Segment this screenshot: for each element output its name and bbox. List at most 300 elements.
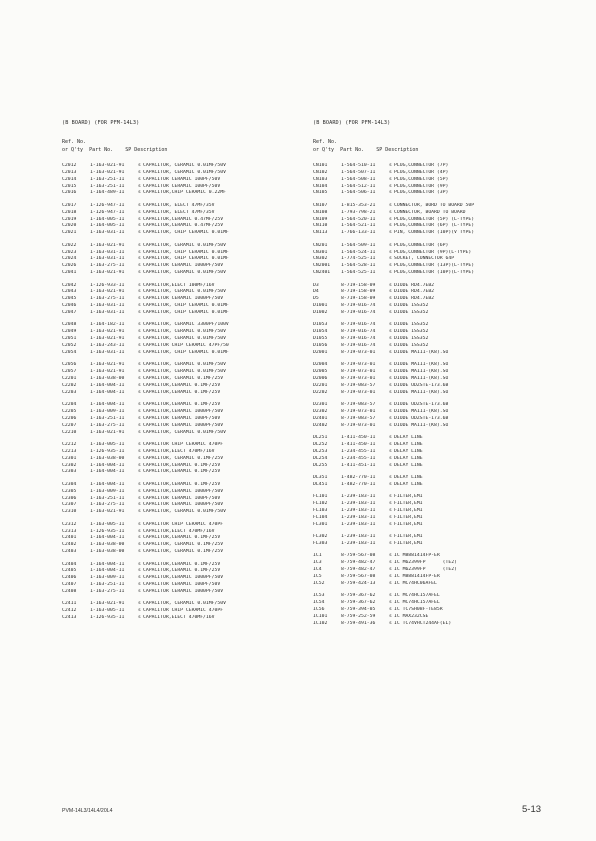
table-row — [313, 416, 448, 423]
sp-code: s — [138, 442, 141, 447]
sp-code: s — [138, 502, 141, 508]
ref-no: DL451 — [313, 481, 328, 487]
table-row — [62, 601, 226, 608]
sp-code: s — [138, 362, 141, 368]
ref-no: CN2001 — [313, 263, 331, 269]
description: CAPACITOR, ELECT 47MF/35V — [143, 202, 215, 208]
sp-code: s — [138, 202, 141, 208]
table-row — [62, 170, 226, 177]
part-no: 1-774-525-11 — [341, 256, 376, 262]
part-no: 1-163-005-11 — [90, 442, 125, 447]
description: CAPACITOR, CERAMIC 0.01MF/50V — [143, 369, 226, 375]
description: SOCKET, CONNECTOR 64P — [394, 256, 455, 262]
ref-no: C2057 — [62, 369, 77, 375]
part-no: 1-163-009-11 — [90, 575, 125, 581]
part-no: 8-719-016-74 — [341, 329, 376, 335]
part-no: 8-719-016-74 — [341, 303, 376, 309]
sp-code: s — [138, 190, 141, 196]
part-no: 8-719-073-01 — [341, 389, 376, 395]
table-row — [313, 250, 471, 257]
table-row — [62, 217, 223, 224]
ref-no: CN104 — [313, 183, 328, 189]
description: DIODE 1SS352 — [394, 329, 429, 335]
ref-no: CN102 — [313, 169, 328, 175]
description: CAPACITOR, CHIP CERAMIC 0.01MF — [143, 249, 229, 255]
description: DELAY LINE — [394, 448, 423, 454]
ref-no: C2052 — [62, 343, 77, 348]
sp-code: s — [138, 582, 141, 588]
ref-no: D1002 — [313, 310, 328, 315]
description: DIODE MA111-(K8).SO — [394, 389, 449, 395]
table-row — [313, 243, 448, 250]
sp-code: s — [389, 249, 392, 255]
sp-code: s — [138, 230, 141, 236]
description: CONNECTOR, BORD TO BOARD 50P — [394, 202, 475, 208]
sp-code: s — [138, 163, 141, 168]
ref-no: FL303 — [313, 541, 328, 546]
table-row — [62, 496, 220, 503]
table-row — [62, 303, 229, 310]
table-row — [313, 190, 448, 197]
description: CAPACITOR, CERAMIC 0.1MF/25V — [143, 542, 224, 548]
description: CAPACITOR, CERAMIC 0.01MF/50V — [143, 169, 226, 175]
part-no: 1-163-009-11 — [90, 488, 125, 494]
description: CAPACITOR, CHIP CERAMIC 0.01MF — [143, 349, 229, 355]
part-no: 1-163-021-91 — [90, 336, 125, 342]
table-row — [62, 608, 223, 615]
part-no: 8-719-083-57 — [341, 382, 376, 388]
table-row — [62, 430, 226, 437]
part-no: 1-163-038-00 — [90, 455, 125, 461]
sp-code: s — [138, 263, 141, 269]
table-row — [62, 529, 215, 536]
ref-no: C2205 — [62, 409, 77, 414]
table-row — [62, 177, 220, 184]
sp-code: s — [389, 263, 392, 269]
sp-code: s — [389, 607, 392, 612]
ref-no: FL302 — [313, 534, 328, 540]
description: DELAY LINE — [394, 435, 423, 441]
ref-no: CN103 — [313, 176, 328, 182]
ref-no: IC4 — [313, 567, 322, 573]
ref-no: D5 — [313, 296, 319, 302]
part-no: 8-719-073-01 — [341, 362, 376, 368]
sp-code: s — [389, 521, 392, 527]
sp-code: s — [138, 310, 141, 315]
ref-no: C2402 — [62, 542, 77, 548]
sp-code: s — [389, 514, 392, 520]
part-no: 1-564-506-11 — [341, 190, 376, 196]
sp-code: s — [389, 310, 392, 315]
table-row — [313, 289, 434, 296]
description: CAPACITOR,ELECT 470MF/16V — [143, 448, 215, 454]
ref-no: C2026 — [62, 263, 77, 269]
part-no: 1-411-450-11 — [341, 442, 376, 447]
sp-code: s — [389, 343, 392, 348]
page-number: 5-13 — [522, 804, 542, 815]
description: CAPACITOR, CERAMIC 0.01MF/50V — [143, 329, 226, 335]
ref-no: C2413 — [62, 615, 77, 621]
sp-code: s — [389, 163, 392, 168]
part-no: 1-163-251-11 — [90, 183, 125, 189]
ref-no: CN109 — [313, 216, 328, 222]
table-row — [313, 614, 428, 621]
description: PLUG,CONNECTOR (10P)(L-TYPE) — [394, 270, 475, 276]
description: CAPACITOR CERAMIC 100PF/50V — [143, 495, 221, 501]
ref-no: D2402 — [313, 422, 328, 428]
ref-no: IC101 — [313, 613, 328, 619]
description: CAPACITOR, CERAMIC 0.01MF/50V — [143, 163, 226, 168]
table-row — [313, 449, 423, 456]
table-row — [62, 489, 223, 496]
part-no: 1-163-275-11 — [90, 422, 125, 428]
table-row — [313, 553, 440, 560]
description: CAPACITOR CERAMIC 100PF/50V — [143, 183, 221, 189]
ref-no: C2312 — [62, 521, 77, 527]
table-row — [313, 508, 423, 515]
ref-no: C2046 — [62, 303, 77, 309]
description: CAPACITOR,CERAMIC 1000PF/50V — [143, 575, 224, 581]
sp-code: s — [389, 349, 392, 355]
sp-code: s — [389, 242, 392, 248]
description: CAPACITOR, CHIP CERAMIC 0.01MF — [143, 303, 229, 309]
description: CAPACITOR CERAMIC 100PF/50V — [143, 415, 221, 421]
right-header-line1: Ref. No. — [313, 139, 338, 145]
sp-code: s — [138, 455, 141, 461]
table-row — [62, 210, 215, 217]
table-row — [313, 607, 443, 614]
ref-no: C2407 — [62, 582, 77, 588]
description: IC TC7SH08F-TE85R — [394, 607, 443, 612]
part-no: 8-719-158-09 — [341, 282, 376, 288]
ref-no: D2202 — [313, 389, 328, 395]
part-no: 1-482-770-11 — [341, 481, 376, 487]
ref-no: D2004 — [313, 362, 328, 368]
table-row — [313, 270, 474, 277]
table-row — [313, 369, 448, 376]
table-row — [62, 615, 215, 622]
part-no: 1-411-450-11 — [341, 435, 376, 441]
description: CAPACITOR, CERAMIC 0.01MF/50V — [143, 336, 226, 342]
ref-no: C2203 — [62, 389, 77, 395]
table-row — [313, 223, 474, 230]
table-row — [313, 522, 423, 529]
sp-code: s — [389, 376, 392, 381]
part-no: 1-163-031-11 — [90, 349, 125, 355]
table-row — [313, 435, 423, 442]
part-no: 8-719-073-01 — [341, 409, 376, 414]
description: PLUG,CONNECTOR (5P) (L-TYPE) — [394, 216, 475, 222]
description: CAPACITOR CHIP CERAMIC 47PF/50 — [143, 343, 229, 348]
part-no: 1-163-031-11 — [90, 256, 125, 262]
description: CAPACITOR,CERAMIC 0.1MF/25V — [143, 481, 221, 487]
ref-no: C2401 — [62, 535, 77, 541]
table-row — [62, 416, 220, 423]
description: CAPACITOR,CERAMIC 1000PF/50V — [143, 488, 224, 494]
ref-no: FL102 — [313, 501, 328, 507]
ref-no: C2015 — [62, 183, 77, 189]
sp-code: s — [138, 561, 141, 567]
description: DELAY LINE — [394, 481, 423, 487]
sp-code: s — [389, 362, 392, 368]
ref-no: CN113 — [313, 230, 328, 236]
sp-code: s — [138, 216, 141, 222]
ref-no: IC1 — [313, 553, 322, 559]
description: IC MC74HC157AFEL — [394, 600, 440, 606]
description: CAPACITOR,CERAMIC 0.1MF/25V — [143, 561, 221, 567]
table-row — [62, 336, 226, 343]
description: PLUG,CONNECTOR (4P) — [394, 169, 449, 175]
part-no: 1-163-021-91 — [90, 362, 125, 368]
part-no: 1-163-275-11 — [90, 502, 125, 508]
description: IC M8881414FP-ER — [394, 553, 440, 559]
sp-code: s — [138, 282, 141, 288]
part-no: 1-564-512-11 — [341, 183, 376, 189]
table-row — [62, 509, 226, 516]
table-row — [62, 449, 215, 456]
sp-code: s — [138, 521, 141, 527]
description: CAPACITOR, CERAMIC 0.01MF/50V — [143, 242, 226, 248]
table-row — [62, 582, 220, 589]
table-row — [62, 562, 220, 569]
ref-no: C2303 — [62, 469, 77, 475]
description: IC TC74VHCT244AF(EL) — [394, 620, 452, 626]
description: CAPACITOR,CERAMIC 0.47MF/25V — [143, 216, 224, 222]
ref-no: C2210 — [62, 429, 77, 435]
sp-code: s — [138, 382, 141, 388]
part-no: 1-766-133-11 — [341, 230, 376, 236]
ref-no: IC53 — [313, 593, 325, 599]
sp-code: s — [138, 256, 141, 262]
table-row — [313, 574, 440, 581]
part-no: 8-719-083-57 — [341, 415, 376, 421]
description: PLUG,CONNECTOR (9P)(L-TYPE) — [394, 249, 472, 255]
part-no: 1-163-038-00 — [90, 376, 125, 381]
part-no: 8-759-252-59 — [341, 613, 376, 619]
description: CAPACITOR,CERAMIC 0.47MF/25V — [143, 223, 224, 229]
sp-code: s — [389, 256, 392, 262]
table-row — [62, 383, 220, 390]
sp-code: s — [138, 322, 141, 328]
sp-code: s — [138, 615, 141, 621]
description: CAPACITOR,CERAMIC 0.1MF/25V — [143, 389, 221, 395]
table-row — [62, 270, 226, 277]
description: DIODE 1SS352 — [394, 303, 429, 309]
ref-no: CN101 — [313, 163, 328, 168]
part-no: 1-163-021-91 — [90, 429, 125, 435]
table-row — [313, 581, 437, 588]
table-row — [62, 250, 229, 257]
part-no: 1-411-451-11 — [341, 462, 376, 468]
part-no: 1-564-507-11 — [341, 169, 376, 175]
part-no: 1-164-489-11 — [90, 190, 125, 196]
ref-no: C2304 — [62, 481, 77, 487]
part-no: 1-163-031-11 — [90, 310, 125, 315]
table-row — [62, 575, 223, 582]
ref-no: C2056 — [62, 362, 77, 368]
table-row — [313, 383, 448, 390]
sp-code: s — [389, 329, 392, 335]
footer-model: PVM-14L3/14L4/20L4 — [62, 808, 113, 814]
description: CAPACITOR,CERAMIC 0.1MF/25V — [143, 382, 221, 388]
description: DIODE UDZSTE-173.6B — [394, 382, 449, 388]
table-row — [313, 303, 428, 310]
table-row — [62, 402, 220, 409]
description: DIODE MA111-(K8).SO — [394, 422, 449, 428]
sp-code: s — [389, 462, 392, 468]
description: CAPACITOR,CERAMIC 0.1MF/25V — [143, 568, 221, 574]
description: IC MAX232CSE — [394, 613, 429, 619]
right-board-title: (B BOARD) (FOR PFM-14L3) — [313, 120, 391, 126]
part-no: 1-163-005-11 — [90, 521, 125, 527]
part-no: 8-719-016-74 — [341, 336, 376, 342]
ref-no: C2018 — [62, 209, 77, 215]
sp-code: s — [389, 336, 392, 342]
ref-no: IC54 — [313, 600, 325, 606]
description: CAPACITOR, CERAMIC 0.1MF/25V — [143, 376, 224, 381]
ref-no: C2213 — [62, 448, 77, 454]
table-row — [313, 494, 423, 501]
sp-code: s — [389, 448, 392, 454]
sp-code: s — [389, 600, 392, 606]
description: IC M62399FP (TE2) — [394, 560, 457, 566]
sp-code: s — [389, 183, 392, 189]
table-row — [313, 600, 440, 607]
description: PLUG,CONNECTOR (9P) — [394, 183, 449, 189]
ref-no: C2302 — [62, 462, 77, 468]
ref-no: D2006 — [313, 376, 328, 381]
table-row — [62, 230, 229, 237]
part-no: 1-164-004-11 — [90, 568, 125, 574]
part-no: 1-126-935-11 — [90, 528, 125, 534]
ref-no: DL254 — [313, 455, 328, 461]
table-row — [313, 390, 448, 397]
table-row — [62, 423, 223, 430]
table-row — [62, 482, 220, 489]
ref-no: C2016 — [62, 190, 77, 196]
part-no: 1-164-004-11 — [90, 561, 125, 567]
part-no: 8-759-491-36 — [341, 620, 376, 626]
table-row — [62, 329, 226, 336]
description: DIODE RD4.7EB2 — [394, 296, 435, 302]
description: DIODE RD4.7EB2 — [394, 282, 435, 288]
sp-code: s — [138, 289, 141, 295]
part-no: 8-759-367-62 — [341, 593, 376, 599]
part-no: 1-126-933-11 — [90, 282, 125, 288]
table-row — [313, 456, 423, 463]
table-row — [313, 184, 448, 191]
ref-no: C2403 — [62, 549, 77, 555]
sp-code: s — [138, 389, 141, 395]
description: FILTER,EMI — [394, 521, 423, 527]
description: CAPACITOR,CERAMIC 0.1MF/25V — [143, 462, 221, 468]
description: CAPACITOR, CERAMIC 0.1MF/25V — [143, 455, 224, 461]
part-no: 1-234-455-11 — [341, 455, 376, 461]
sp-code: s — [389, 202, 392, 208]
ref-no: C2411 — [62, 601, 77, 607]
part-no: 1-164-004-11 — [90, 535, 125, 541]
part-no: 8-759-567-08 — [341, 553, 376, 559]
table-row — [62, 350, 229, 357]
part-no: 1-239-183-11 — [341, 508, 376, 513]
sp-code: s — [389, 475, 392, 480]
sp-code: s — [138, 535, 141, 541]
sp-code: s — [389, 560, 392, 566]
table-row — [62, 568, 220, 575]
sp-code: s — [138, 176, 141, 182]
sp-code: s — [389, 455, 392, 461]
description: IC MC74HC06AFEL — [394, 580, 437, 586]
description: DIODE UDZSTE-173.6B — [394, 402, 449, 408]
part-no: 1-564-524-11 — [341, 249, 376, 255]
ref-no: CN201 — [313, 242, 328, 248]
sp-code: s — [389, 322, 392, 328]
part-no: 8-759-482-47 — [341, 567, 376, 573]
description: CAPACITOR,ELECT 470MF/16V — [143, 528, 215, 534]
part-no: 8-759-367-62 — [341, 600, 376, 606]
table-row — [62, 463, 220, 470]
part-no: 1-564-510-11 — [341, 163, 376, 168]
part-no: 8-719-158-09 — [341, 296, 376, 302]
table-row — [313, 203, 474, 210]
sp-code: s — [138, 376, 141, 381]
sp-code: s — [389, 422, 392, 428]
table-row — [313, 296, 434, 303]
ref-no: IC56 — [313, 607, 325, 612]
table-row — [313, 501, 423, 508]
table-row — [313, 442, 423, 449]
ref-no: CN105 — [313, 190, 328, 196]
table-row — [62, 362, 226, 369]
sp-code: s — [138, 336, 141, 342]
sp-code: s — [138, 209, 141, 215]
sp-code: s — [138, 488, 141, 494]
sp-code: s — [138, 462, 141, 468]
ref-no: C2041 — [62, 270, 77, 276]
sp-code: s — [389, 620, 392, 626]
table-row — [313, 163, 448, 170]
ref-no: CN2401 — [313, 270, 331, 276]
description: CAPACITOR,CERAMIC 0.1MF/25V — [143, 469, 221, 475]
table-row — [62, 409, 223, 416]
sp-code: s — [389, 216, 392, 222]
sp-code: s — [138, 495, 141, 501]
description: FILTER,EMI — [394, 514, 423, 520]
description: DIODE 1SS352 — [394, 322, 429, 328]
table-row — [313, 343, 428, 350]
sp-code: s — [138, 542, 141, 548]
part-no: 1-126-947-11 — [90, 202, 125, 208]
ref-no: DL251 — [313, 435, 328, 441]
ref-no: C2307 — [62, 502, 77, 508]
ref-no: C2306 — [62, 495, 77, 501]
part-no: 1-163-005-11 — [90, 608, 125, 614]
part-no: 1-163-251-11 — [90, 176, 125, 182]
sp-code: s — [138, 169, 141, 175]
part-no: 1-164-005-11 — [90, 223, 125, 229]
sp-code: s — [389, 435, 392, 441]
sp-code: s — [389, 223, 392, 229]
part-no: 1-234-455-11 — [341, 448, 376, 454]
ref-no: C2014 — [62, 176, 77, 182]
ref-no: C2023 — [62, 249, 77, 255]
ref-no: D3 — [313, 282, 319, 288]
table-row — [62, 190, 226, 197]
part-no: 1-163-021-91 — [90, 270, 125, 276]
description: PLUG,CONNECTOR (3P) — [394, 190, 449, 196]
description: CAPACITOR CERAMIC 1000PF/50V — [143, 588, 224, 594]
ref-no: FL101 — [313, 494, 328, 500]
